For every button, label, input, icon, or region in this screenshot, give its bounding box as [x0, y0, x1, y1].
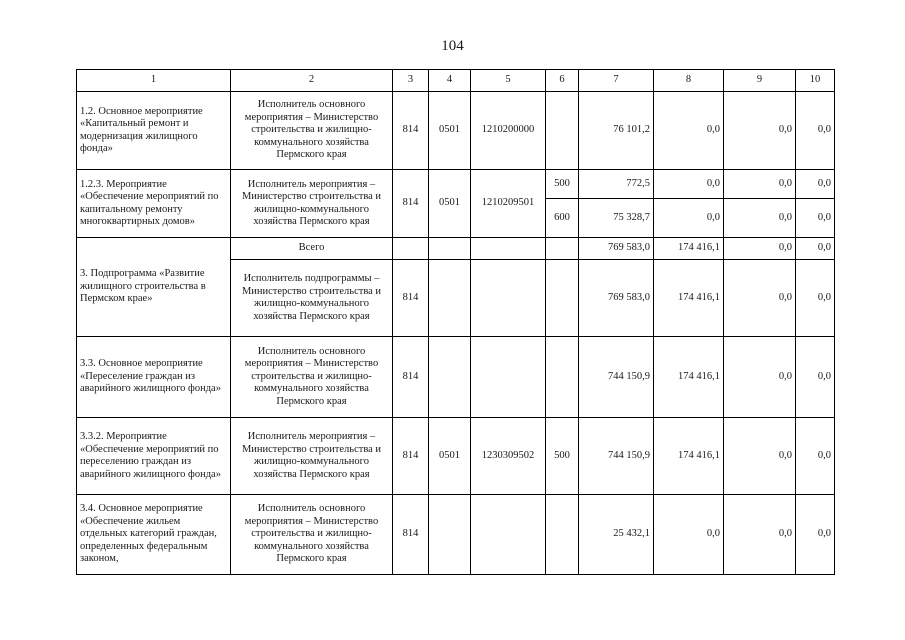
cell-amount-7: 769 583,0	[579, 260, 654, 337]
cell-amount-7: 75 328,7	[579, 199, 654, 238]
cell-amount-10: 0,0	[796, 199, 835, 238]
cell-amount-9: 0,0	[724, 260, 796, 337]
cell-rzpr	[429, 495, 471, 575]
cell-amount-8: 174 416,1	[654, 337, 724, 418]
cell-amount-7: 25 432,1	[579, 495, 654, 575]
cell-rzpr	[429, 337, 471, 418]
cell-csr: 1210200000	[471, 92, 546, 170]
table-row	[77, 337, 835, 418]
col-header-2: 2	[231, 70, 393, 92]
row-name: 3.4. Основное мероприятие «Обеспечение жильем отдельных категорий граждан, определенных федеральным законом,	[77, 495, 231, 575]
cell-vr: 500	[546, 418, 579, 495]
row-executor: Исполнитель основного мероприятия – Министерство строительства и жилищно-коммунального хозяйства Пермского края	[231, 92, 393, 170]
cell-amount-10: 0,0	[796, 495, 835, 575]
col-header-4: 4	[429, 70, 471, 92]
cell-grbs: 814	[393, 495, 429, 575]
cell-grbs: 814	[393, 170, 429, 238]
cell-amount-7: 76 101,2	[579, 92, 654, 170]
cell-rzpr: 0501	[429, 92, 471, 170]
cell-vr	[546, 337, 579, 418]
cell-amount-10: 0,0	[796, 337, 835, 418]
cell-amount-7: 769 583,0	[579, 238, 654, 260]
header-row	[77, 70, 835, 92]
cell-amount-9: 0,0	[724, 418, 796, 495]
cell-amount-9: 0,0	[724, 495, 796, 575]
row-name: 1.2.3. Мероприятие «Обеспечение мероприятий по капитальному ремонту многоквартирных домов»	[77, 170, 231, 238]
cell-amount-10: 0,0	[796, 92, 835, 170]
row-executor: Исполнитель мероприятия – Министерство строительства и жилищно-коммунального хозяйства Пермского края	[231, 418, 393, 495]
col-header-5: 5	[471, 70, 546, 92]
cell-amount-7: 744 150,9	[579, 337, 654, 418]
budget-table	[76, 69, 835, 575]
cell-grbs: 814	[393, 260, 429, 337]
cell-amount-10: 0,0	[796, 238, 835, 260]
cell-grbs: 814	[393, 92, 429, 170]
cell-csr	[471, 337, 546, 418]
cell-csr	[471, 260, 546, 337]
cell-amount-10: 0,0	[796, 260, 835, 337]
cell-amount-8: 0,0	[654, 92, 724, 170]
cell-vr	[546, 238, 579, 260]
page-number: 104	[441, 38, 464, 54]
cell-amount-8: 174 416,1	[654, 238, 724, 260]
col-header-6: 6	[546, 70, 579, 92]
cell-amount-7: 744 150,9	[579, 418, 654, 495]
col-header-9: 9	[724, 70, 796, 92]
table-row	[77, 170, 835, 199]
table-row	[77, 92, 835, 170]
cell-amount-8: 174 416,1	[654, 260, 724, 337]
cell-csr: 1210209501	[471, 170, 546, 238]
cell-amount-8: 0,0	[654, 495, 724, 575]
cell-amount-9: 0,0	[724, 170, 796, 199]
col-header-8: 8	[654, 70, 724, 92]
cell-vr: 500	[546, 170, 579, 199]
row-executor: Исполнитель основного мероприятия – Министерство строительства и жилищно-коммунального хозяйства Пермского края	[231, 495, 393, 575]
col-header-1: 1	[77, 70, 231, 92]
cell-grbs: 814	[393, 337, 429, 418]
cell-rzpr	[429, 238, 471, 260]
table-row	[77, 418, 835, 495]
cell-amount-7: 772,5	[579, 170, 654, 199]
col-header-3: 3	[393, 70, 429, 92]
col-header-10: 10	[796, 70, 835, 92]
row-executor: Исполнитель мероприятия – Министерство строительства и жилищно-коммунального хозяйства Пермского края	[231, 170, 393, 238]
cell-vr: 600	[546, 199, 579, 238]
cell-vr	[546, 92, 579, 170]
cell-csr	[471, 238, 546, 260]
table-row	[77, 495, 835, 575]
row-executor: Исполнитель подпрограммы – Министерство строительства и жилищно-коммунального хозяйства Пермского края	[231, 260, 393, 337]
row-name: 1.2. Основное мероприятие «Капитальный ремонт и модернизация жилищного фонда»	[77, 92, 231, 170]
cell-amount-8: 174 416,1	[654, 418, 724, 495]
row-name: 3.3. Основное мероприятие «Переселение граждан из аварийного жилищного фонда»	[77, 337, 231, 418]
cell-amount-10: 0,0	[796, 170, 835, 199]
table-row	[77, 238, 835, 260]
cell-grbs: 814	[393, 418, 429, 495]
cell-csr: 1230309502	[471, 418, 546, 495]
row-total-label: Всего	[231, 238, 393, 260]
cell-vr	[546, 260, 579, 337]
col-header-7: 7	[579, 70, 654, 92]
cell-amount-8: 0,0	[654, 170, 724, 199]
cell-amount-9: 0,0	[724, 199, 796, 238]
row-executor: Исполнитель основного мероприятия – Министерство строительства и жилищно-коммунального хозяйства Пермского края	[231, 337, 393, 418]
row-name: 3. Подпрограмма «Развитие жилищного строительства в Пермском крае»	[77, 238, 231, 337]
cell-grbs	[393, 238, 429, 260]
cell-amount-9: 0,0	[724, 238, 796, 260]
cell-amount-8: 0,0	[654, 199, 724, 238]
cell-rzpr: 0501	[429, 418, 471, 495]
cell-amount-9: 0,0	[724, 92, 796, 170]
cell-vr	[546, 495, 579, 575]
cell-csr	[471, 495, 546, 575]
cell-rzpr	[429, 260, 471, 337]
row-name: 3.3.2. Мероприятие «Обеспечение мероприятий по переселению граждан из аварийного жилищного фонда»	[77, 418, 231, 495]
cell-rzpr: 0501	[429, 170, 471, 238]
cell-amount-10: 0,0	[796, 418, 835, 495]
cell-amount-9: 0,0	[724, 337, 796, 418]
